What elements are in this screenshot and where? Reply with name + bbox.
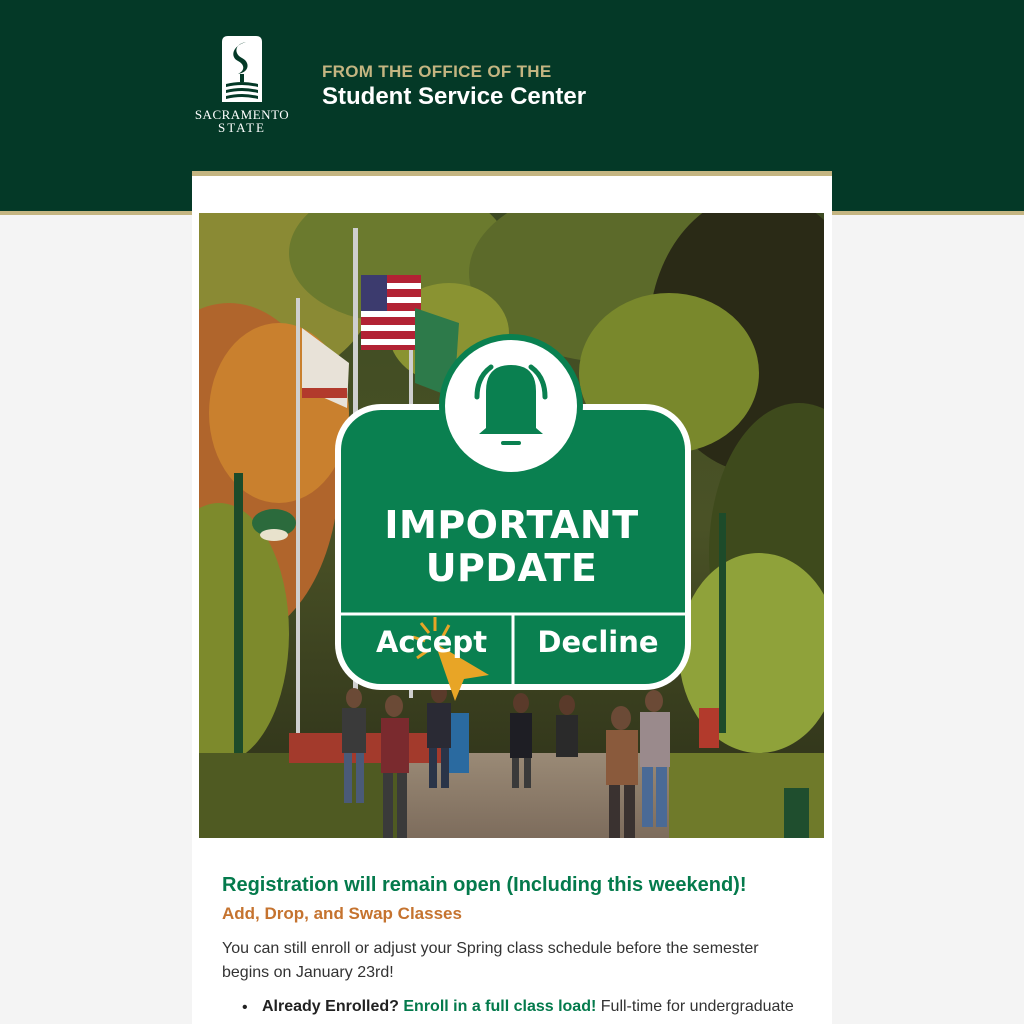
card-top-rule [192,171,832,176]
logo-wordmark-line2: STATE [218,120,266,135]
enroll-full-load-link[interactable]: Enroll in a full class load! [403,998,597,1015]
hornet-seal-icon [218,36,266,104]
list-item [262,998,832,1016]
bullet-marker: • [242,999,248,1016]
header-title: Student Service Center [322,83,587,110]
bullet-lead: Already Enrolled? [262,998,399,1015]
sign-heading-line1: IMPORTANT [384,503,639,547]
registration-paragraph: You can still enroll or adjust your Spring class schedule before the semester begins on January 23rd! [222,940,759,981]
sacramento-state-logo [193,36,291,138]
sign-heading-line2: UPDATE [425,546,598,590]
registration-headline: Registration will remain open (Including this weekend)! [222,874,747,896]
sign-decline-label: Decline [537,625,659,659]
sign-accept-label: Accept [375,625,488,659]
header-kicker: FROM THE OFFICE OF THE [322,62,552,81]
bullet-rest: Full-time for undergraduate [600,998,794,1015]
hero-image[interactable] [199,213,824,838]
registration-subhead: Add, Drop, and Swap Classes [222,904,462,923]
logo-wordmark-line1: SACRAMENTO [194,107,290,122]
